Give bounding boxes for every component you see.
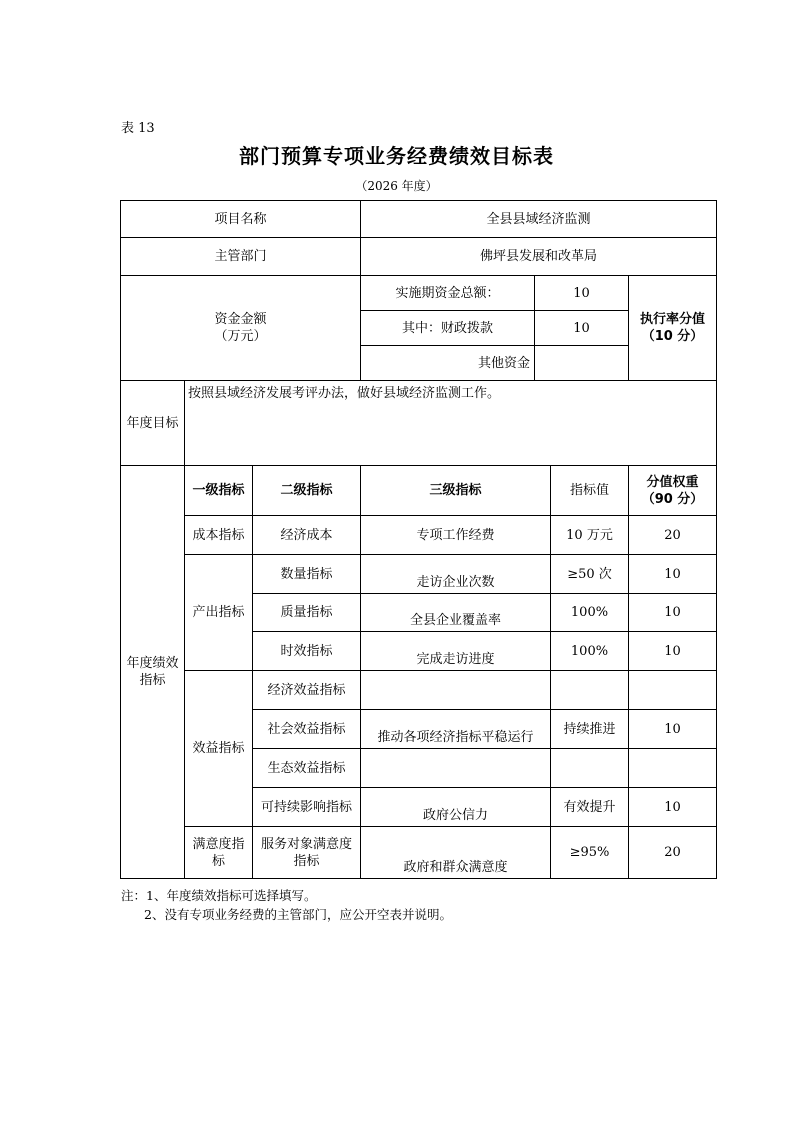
funds-label-line1: 资金金额 bbox=[214, 312, 267, 327]
dept-label: 主管部门 bbox=[214, 249, 267, 264]
row-level3: 专项工作经费 bbox=[416, 527, 495, 543]
row-level3: 完成走访进度 bbox=[416, 652, 495, 667]
row-value: 100% bbox=[570, 605, 609, 620]
year-subtitle: （2026 年度） bbox=[355, 179, 438, 193]
row-level3 bbox=[361, 749, 550, 787]
row-weight: 20 bbox=[664, 845, 681, 860]
annual-perf-label: 年度绩效指标 bbox=[126, 656, 179, 688]
funds-label bbox=[121, 276, 360, 380]
header-level2: 二级指标 bbox=[280, 483, 333, 498]
exec-rate-score-line1: 执行率分值 bbox=[639, 312, 705, 327]
row-value: 有效提升 bbox=[563, 799, 616, 815]
row-weight: 10 bbox=[664, 643, 681, 659]
annual-goal-text: 按照县域经济发展考评办法，做好县域经济监测工作。 bbox=[188, 386, 501, 401]
row-value bbox=[551, 749, 628, 787]
header-weight-line2: （90 分） bbox=[641, 491, 704, 507]
row-level3: 全县企业覆盖率 bbox=[409, 613, 501, 628]
exec-rate-score bbox=[629, 276, 716, 380]
project-name-label: 项目名称 bbox=[214, 211, 267, 227]
row-level2: 数量指标 bbox=[280, 566, 333, 582]
other-funds-label: 其他资金 bbox=[477, 355, 530, 371]
fiscal-funds-value: 10 bbox=[573, 320, 590, 336]
row-value: 100% bbox=[570, 643, 609, 659]
dept-value: 佛坪县发展和改革局 bbox=[479, 249, 597, 264]
row-weight: 10 bbox=[664, 566, 681, 582]
fiscal-funds-label: 其中：财政拨款 bbox=[401, 320, 493, 336]
row-level2: 社会效益指标 bbox=[267, 721, 346, 737]
header-level3: 三级指标 bbox=[429, 483, 482, 498]
header-weight bbox=[629, 466, 716, 515]
project-name-value: 全县县域经济监测 bbox=[486, 211, 591, 227]
total-funds-value: 10 bbox=[573, 285, 590, 301]
row-weight: 10 bbox=[664, 799, 681, 815]
note-2: 2、没有专项业务经费的主管部门，应公开空表并说明。 bbox=[144, 907, 452, 922]
row-level2: 时效指标 bbox=[280, 643, 333, 659]
row-level2: 经济效益指标 bbox=[267, 682, 346, 698]
row-value bbox=[551, 671, 628, 709]
row-value: 10 万元 bbox=[566, 527, 613, 543]
group-cost: 成本指标 bbox=[192, 527, 245, 543]
total-funds-label: 实施期资金总额： bbox=[395, 285, 500, 301]
group-satisfaction: 满意度指标 bbox=[192, 836, 245, 869]
row-weight bbox=[629, 749, 716, 787]
row-level3 bbox=[361, 671, 550, 709]
page-title: 部门预算专项业务经费绩效目标表 bbox=[239, 144, 554, 168]
group-benefit: 效益指标 bbox=[192, 741, 245, 756]
row-level2: 经济成本 bbox=[280, 527, 333, 543]
header-value: 指标值 bbox=[569, 483, 609, 498]
row-level2: 生态效益指标 bbox=[267, 760, 346, 776]
header-weight-line1: 分值权重 bbox=[646, 474, 699, 490]
note-1: 注：1、年度绩效指标可选择填写。 bbox=[121, 888, 317, 903]
row-level2: 可持续影响指标 bbox=[260, 799, 352, 815]
row-weight: 10 bbox=[664, 605, 681, 620]
row-level3: 推动各项经济指标平稳运行 bbox=[377, 730, 534, 745]
other-funds-value bbox=[535, 346, 628, 380]
exec-rate-score-line2: （10 分） bbox=[641, 329, 704, 344]
header-level1: 一级指标 bbox=[192, 483, 245, 498]
row-level2: 质量指标 bbox=[280, 605, 333, 620]
row-weight bbox=[629, 671, 716, 709]
row-weight: 20 bbox=[664, 527, 681, 543]
table-label: 表 13 bbox=[121, 121, 155, 136]
row-value: 持续推进 bbox=[563, 721, 616, 737]
row-weight: 10 bbox=[664, 721, 681, 737]
row-level3: 走访企业次数 bbox=[416, 575, 495, 590]
row-level3: 政府公信力 bbox=[422, 808, 488, 823]
row-value: ≥50 次 bbox=[567, 566, 612, 582]
group-output: 产出指标 bbox=[192, 605, 245, 620]
row-level2: 服务对象满意度指标 bbox=[260, 836, 352, 869]
funds-label-line2: （万元） bbox=[214, 329, 267, 344]
annual-goal-label: 年度目标 bbox=[126, 415, 179, 431]
row-value: ≥95% bbox=[569, 845, 610, 860]
row-level3: 政府和群众满意度 bbox=[403, 860, 508, 875]
